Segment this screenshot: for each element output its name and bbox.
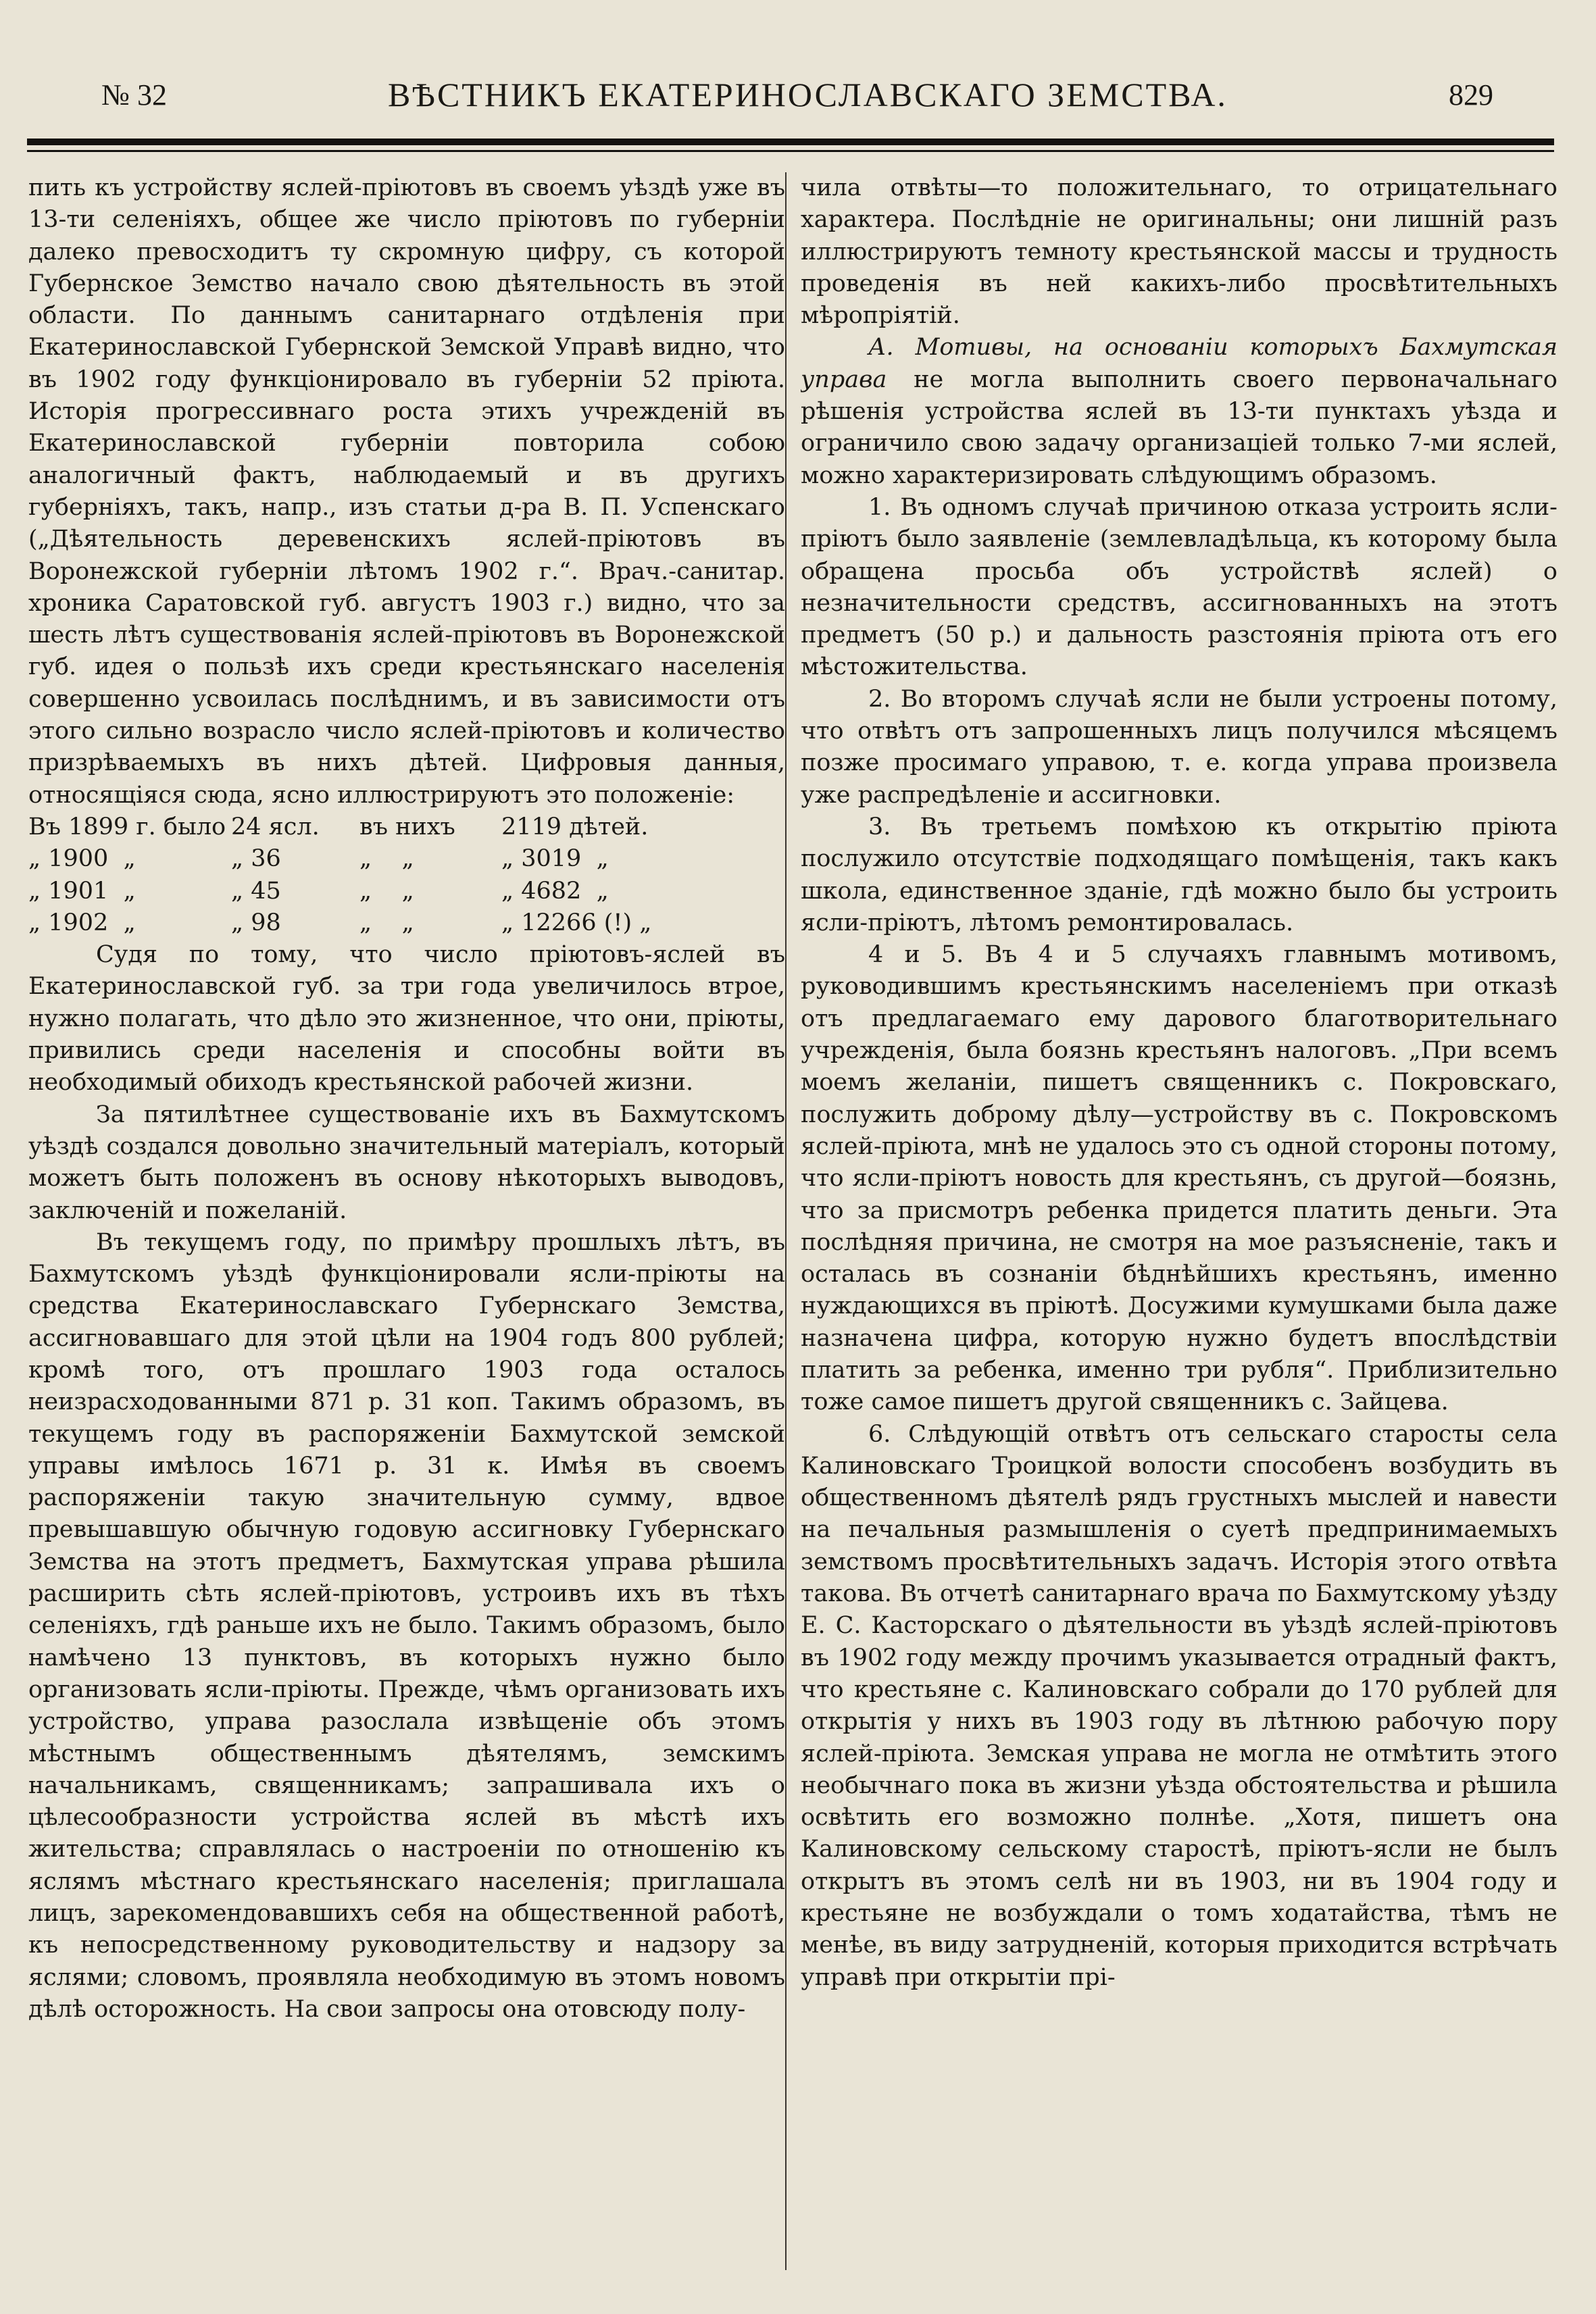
page-header [101, 68, 1493, 122]
paragraph: пить къ устройству яслей-пріютовъ въ своемъ уѣздѣ уже въ 13-ти селеніяхъ, общее же число пріютовъ по губерніи далеко превосходитъ ту скромную цифру, съ которой Губернское Земство начало свою дѣятельность въ этой области. По даннымъ санитарнаго отдѣленія при Екатеринославской Губернской Земской Управѣ видно, что въ 1902 году функціонировало въ губерніи 52 пріюта. Исторія прогрессивнаго роста этихъ учрежденій въ Екатеринославской губерніи повторила собою аналогичный фактъ, наблюдаемый и въ другихъ губерніяхъ, такъ, напр., изъ статьи д-ра В. П. Успенскаго („Дѣятельность деревенскихъ яслей-пріютовъ въ Воронежской губерніи лѣтомъ 1902 г.“. Врач.-санитар. хроника Саратовской губ. августъ 1903 г.) видно, что за шесть лѣтъ существованія яслей-пріютовъ въ Воронежской губ. идея о пользѣ ихъ среди крестьянскаго населенія совершенно усвоилась послѣднимъ, и въ зависимости отъ этого сильно возрасло число яслей-пріютовъ и количество призрѣваемыхъ въ нихъ дѣтей. Цифровыя данныя, относящіяся сюда, ясно иллюстрируютъ это положеніе: [28, 174, 785, 809]
stats-cell: „ 1902 „ [28, 909, 136, 936]
stats-row [28, 876, 785, 907]
section-heading: А. Мотивы, на основаніи которыхъ Бахмутская управа [801, 334, 1557, 393]
paragraph: Судя по тому, что число пріютовъ-яслей въ Екатеринославской губ. за три года увеличилось втрое, нужно полагать, что дѣло это жизненное, что они, пріюты, привились среди населенія и способны войти въ необходимый обиходъ крестьянской рабочей жизни. [28, 941, 785, 1097]
stats-cell: „ 1901 „ [28, 877, 136, 905]
section-paragraph [801, 332, 1557, 491]
stats-cell: „ 1900 „ [28, 845, 136, 873]
issue-number: № 32 [101, 78, 167, 111]
right-column [801, 172, 1557, 2273]
stats-cell: „ „ [359, 909, 414, 936]
stats-cell: „ 98 [231, 909, 281, 936]
stats-cell: „ 12266 (!) „ [501, 909, 652, 936]
paragraph-text: не могла выполнить своего первоначальнаго рѣшенія устройства яслей въ 13-ти пунктахъ уѣзда и ограничило свою задачу организаціей только 7-ми яслей, можно характеризировать слѣдующимъ образомъ. [801, 366, 1557, 489]
stats-cell: Въ 1899 г. было [28, 813, 226, 840]
stats-cell: 2119 дѣтей. [501, 813, 649, 840]
paragraph: 3. Въ третьемъ помѣхою къ открытію пріюта послужило отсутствіе подходящаго помѣщенія, такъ какъ школа, единственное зданіе, гдѣ можно было бы устроить ясли-пріютъ, лѣтомъ ремонтировалась. [801, 813, 1557, 936]
header-rule-thick [27, 139, 1554, 145]
stats-cell: 24 ясл. [231, 813, 320, 840]
paragraph: 6. Слѣдующій отвѣтъ отъ сельскаго старосты села Калиновскаго Троицкой волости способенъ возбудить въ общественномъ дѣятелѣ рядъ грустныхъ мыслей и навести на печальныя размышленія о суетѣ предпринимаемыхъ земствомъ просвѣтительныхъ задачъ. Исторія этого отвѣта такова. Въ отчетѣ санитарнаго врача по Бахмутскому уѣзду Е. С. Касторскаго о дѣятельности въ уѣздѣ яслей-пріютовъ въ 1902 году между прочимъ указывается отрадный фактъ, что крестьяне с. Калиновскаго собрали до 170 рублей для открытія у нихъ въ 1903 году въ лѣтнюю рабочую пору яслей-пріюта. Земская управа не могла не отмѣтить этого необычнаго пока въ жизни уѣзда обстоятельства и рѣшила освѣтить его возможно полнѣе. „Хотя, пишетъ она Калиновскому сельскому старостѣ, пріютъ-ясли не былъ открытъ въ этомъ селѣ ни въ 1903, ни въ 1904 году и крестьяне не возбуждали о томъ ходатайства, тѣмъ не менѣе, въ виду затрудненій, которыя приходится встрѣчать управѣ при открытіи прі- [801, 1420, 1557, 1991]
stats-row [28, 907, 785, 939]
paragraph: 4 и 5. Въ 4 и 5 случаяхъ главнымъ мотивомъ, руководившимъ крестьянскимъ населеніемъ при отказѣ отъ предлагаемаго ему дарового благотворительнаго учрежденія, была боязнь крестьянъ налоговъ. „При всемъ моемъ желаніи, пишетъ священникъ с. Покровскаго, послужить доброму дѣлу—устройству въ с. Покровскомъ яслей-пріюта, мнѣ не удалось это съ одной стороны потому, что ясли-пріютъ новость для крестьянъ, съ другой—боязнь, что за присмотръ ребенка придется платить деньги. Эта послѣдняя причина, не смотря на мое разъясненіе, такъ и осталась въ сознаніи бѣднѣйшихъ крестьянъ, именно нуждающихся въ пріютѣ. Досужими кумушками была даже назначена цифра, которую нужно будетъ впослѣдствіи платить за ребенка, именно три рубля“. Приблизительно тоже самое пишетъ другой священникъ с. Зайцева. [801, 941, 1557, 1416]
left-column [28, 172, 785, 2273]
paragraph: Въ текущемъ году, по примѣру прошлыхъ лѣтъ, въ Бахмутскомъ уѣздѣ функціонировали ясли-пріюты на средства Екатеринославскаго Губернскаго Земства, ассигновавшаго для этой цѣли на 1904 годъ 800 рублей; кромѣ того, отъ прошлаго 1903 года осталось неизрасходованными 871 р. 31 коп. Такимъ образомъ, въ текущемъ году въ распоряженіи Бахмутской земской управы имѣлось 1671 р. 31 к. Имѣя въ своемъ распоряженіи такую значительную сумму, вдвое превышавшую обычную годовую ассигновку Губернскаго Земства на этотъ предметъ, Бахмутская управа рѣшила расширить сѣть яслей-пріютовъ, устроивъ ихъ въ тѣхъ селеніяхъ, гдѣ раньше ихъ не было. Такимъ образомъ, было намѣчено 13 пунктовъ, въ которыхъ нужно было организовать ясли-пріюты. Прежде, чѣмъ организовать ихъ устройство, управа разослала извѣщеніе объ этомъ мѣстнымъ общественнымъ дѣятелямъ, земскимъ начальникамъ, священникамъ; запрашивала ихъ о цѣлесообразности устройства яслей въ мѣстѣ ихъ жительства; справлялась о настроеніи по отношенію къ яслямъ мѣстнаго крестьянскаго населенія; приглашала лицъ, зарекомендовавшихъ себя на общественной работѣ, къ непосредственному руководительству и надзору за яслями; словомъ, проявляла необходимую въ этомъ новомъ дѣлѣ осторожность. На свои запросы она отовсюду полу- [28, 1228, 785, 2023]
stats-cell: „ 45 [231, 877, 281, 905]
paragraph: За пятилѣтнее существованіе ихъ въ Бахмутскомъ уѣздѣ создался довольно значительный матеріалъ, который можетъ быть положенъ въ основу нѣкоторыхъ выводовъ, заключеній и пожеланій. [28, 1101, 785, 1224]
statistics-table [28, 811, 785, 939]
paragraph: чила отвѣты—то положительнаго, то отрицательнаго характера. Послѣдніе не оригинальны; они лишній разъ иллюстрируютъ темноту крестьянской массы и трудность проведенія въ ней какихъ-либо просвѣтительныхъ мѣропріятій. [801, 174, 1557, 330]
stats-cell: „ „ [359, 877, 414, 905]
stats-cell: „ 36 [231, 845, 281, 873]
stats-cell: „ 4682 „ [501, 877, 609, 905]
column-divider [785, 172, 787, 2270]
stats-cell: „ „ [359, 845, 414, 873]
paragraph: 1. Въ одномъ случаѣ причиною отказа устроить ясли-пріютъ было заявленіе (землевладѣльца, къ которому была обращена просьба объ устройствѣ яслей) о незначительности средствъ, ассигнованныхъ на этотъ предметъ (50 р.) и дальность разстоянія пріюта отъ его мѣстожительства. [801, 493, 1557, 681]
header-rule-thin [27, 150, 1554, 152]
journal-title: ВѢСТНИКЪ ЕКАТЕРИНОСЛАВСКАГО ЗЕМСТВА. [388, 76, 1228, 114]
stats-cell: въ нихъ [359, 813, 455, 840]
stats-cell: „ 3019 „ [501, 845, 609, 873]
stats-row [28, 843, 785, 875]
page-number: 829 [1449, 78, 1493, 111]
paragraph: 2. Во второмъ случаѣ ясли не были устроены потому, что отвѣтъ отъ запрошенныхъ лицъ получился мѣсяцемъ позже просимаго управою, т. е. когда управа произвела уже распредѣленіе и ассигновки. [801, 685, 1557, 809]
stats-row [28, 811, 785, 843]
